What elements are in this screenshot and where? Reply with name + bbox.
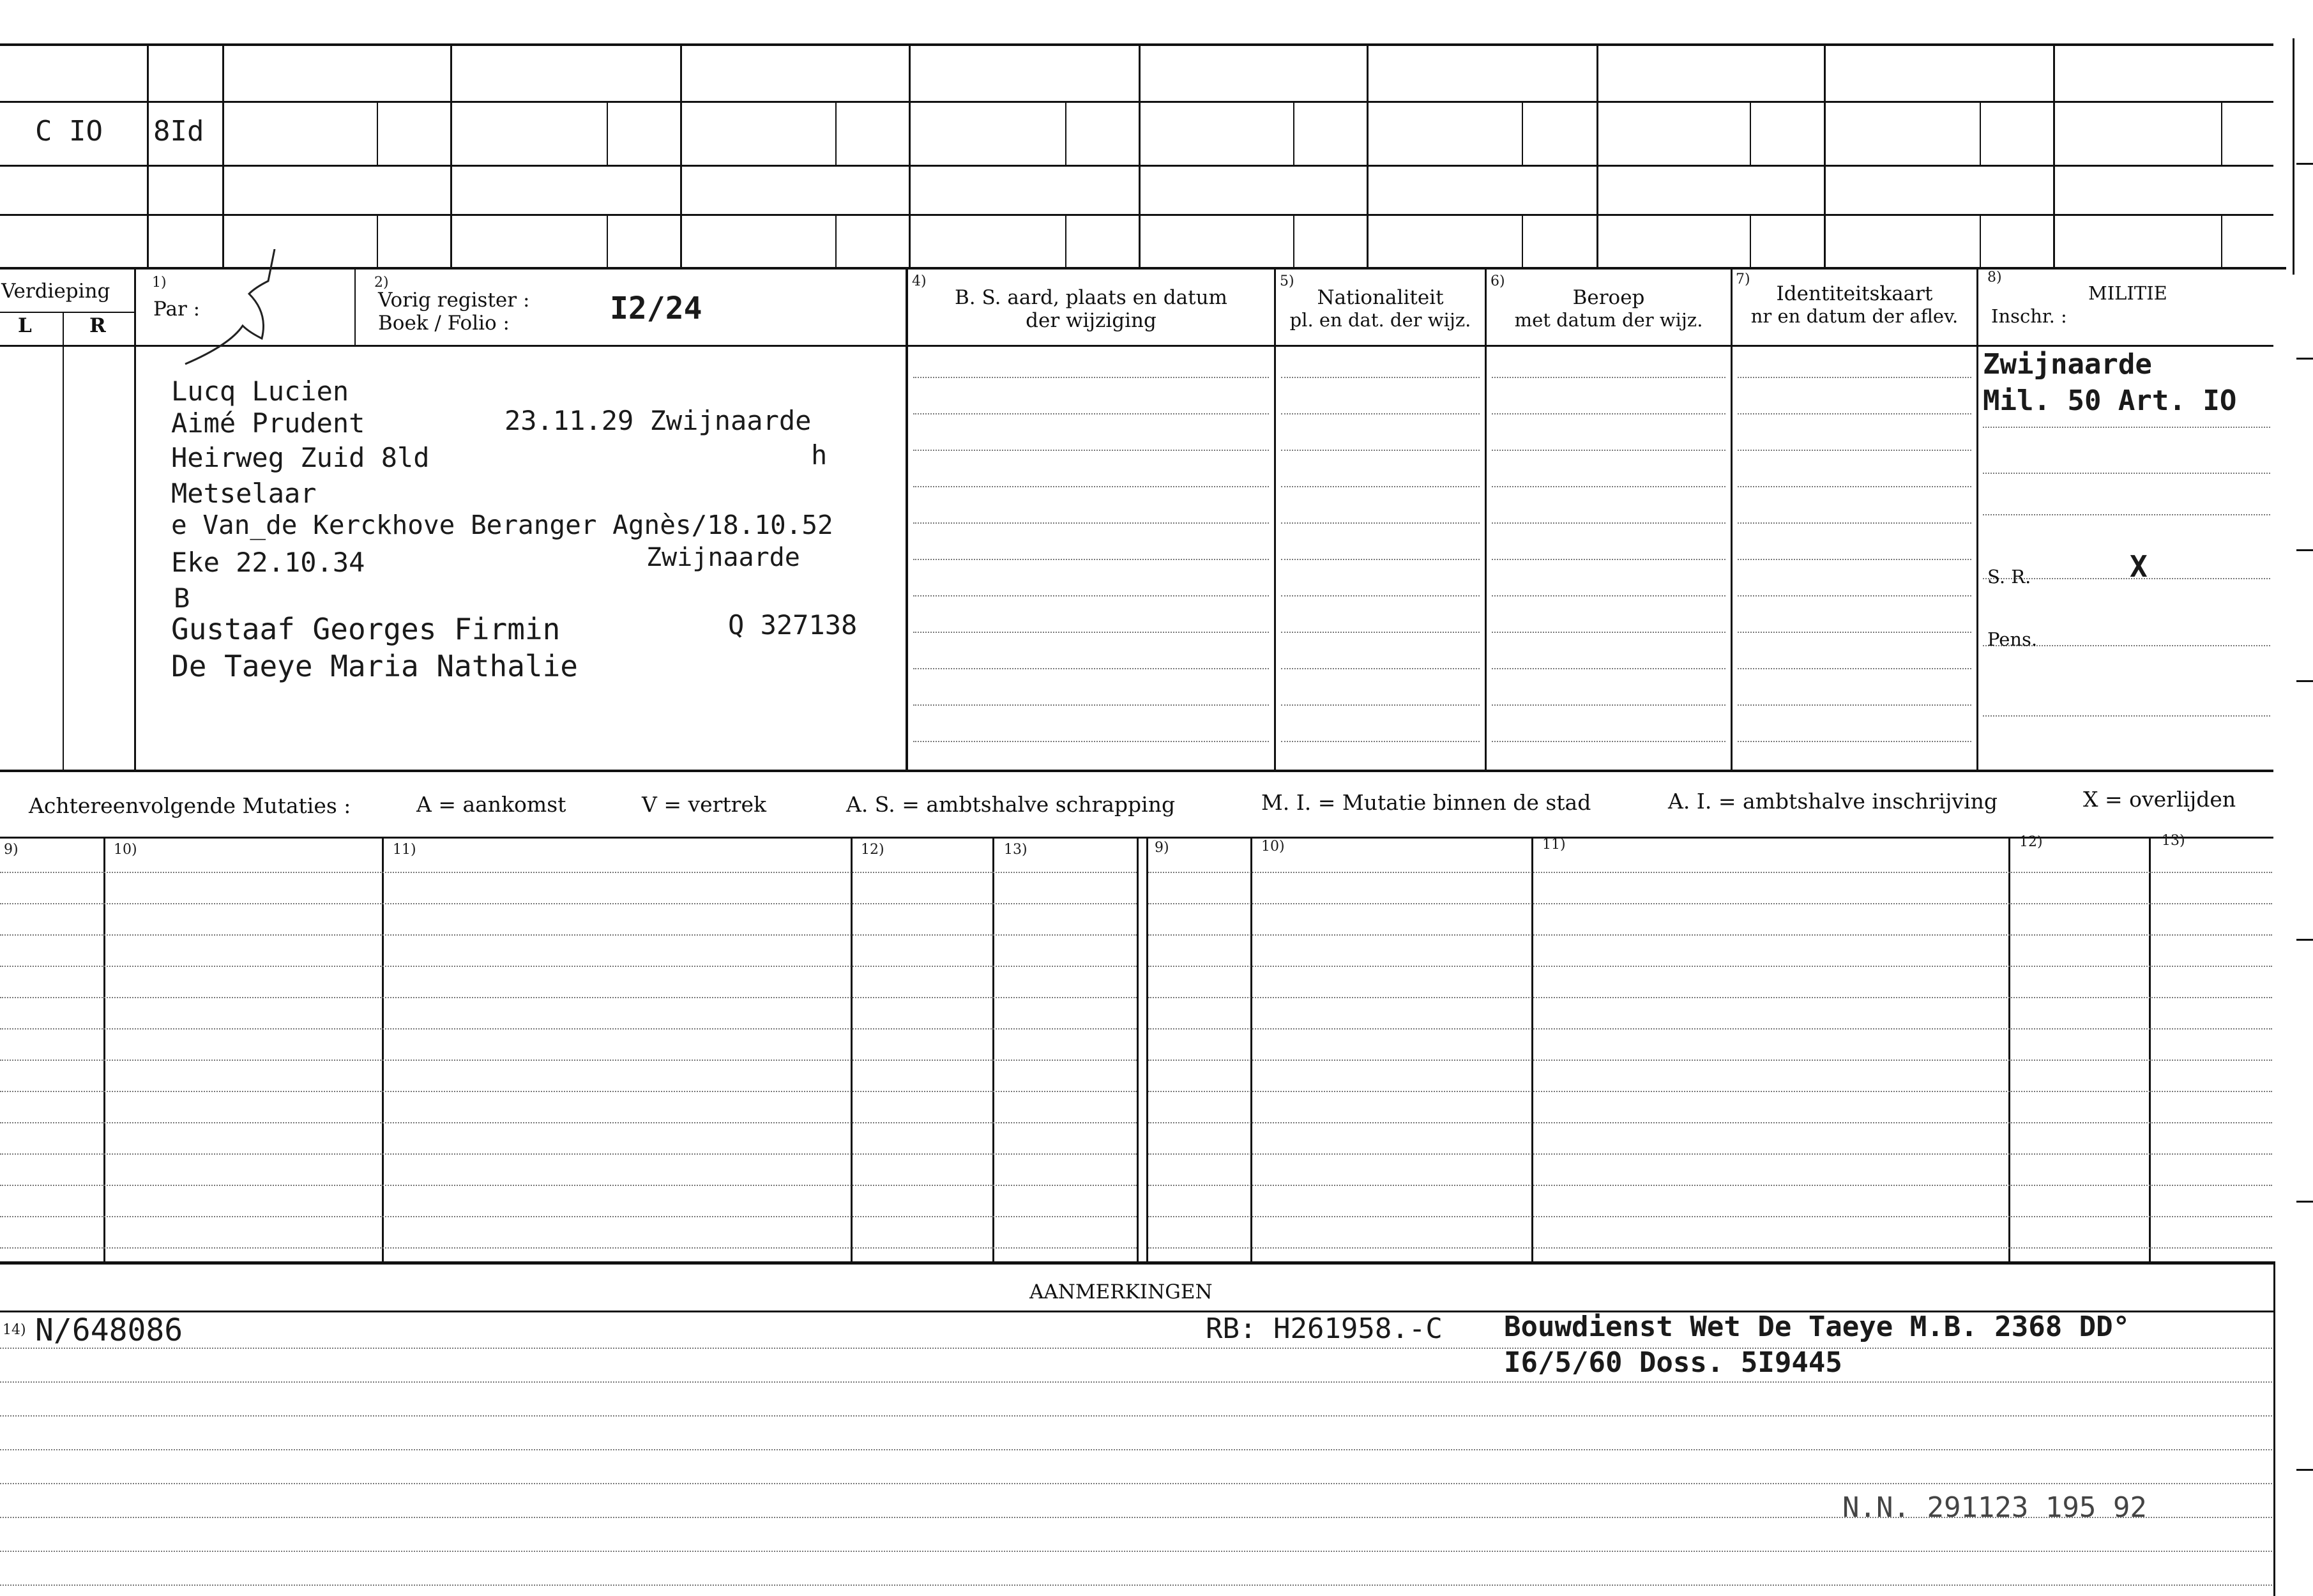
ruled-line: [0, 1122, 1137, 1123]
ruled-line: [1738, 522, 1971, 524]
ruled-line: [1983, 473, 2270, 474]
beroep-header-line2: met datum der wijz.: [1514, 309, 1703, 331]
ruled-line: [1738, 632, 1971, 633]
section-code: C IO: [35, 115, 103, 148]
field-number-4: 4): [912, 273, 927, 289]
ruled-line: [913, 668, 1269, 669]
ruled-line: [0, 1449, 2272, 1450]
ruled-line: [913, 741, 1269, 742]
ruled-line: [1492, 595, 1725, 597]
ruled-line: [1281, 668, 1480, 669]
mut-left-col-11: 11): [393, 842, 416, 858]
ruled-line: [913, 413, 1269, 414]
ruled-line: [0, 1483, 2272, 1484]
ruled-line: [0, 997, 1137, 998]
person-line-7: B: [174, 582, 190, 614]
ruled-line: [1281, 413, 1480, 414]
ruled-line: [1281, 704, 1480, 706]
ruled-line: [1492, 377, 1725, 378]
house-code: 8Id: [153, 115, 204, 148]
ruled-line: [1738, 741, 1971, 742]
person-address: Heirweg Zuid 8ld: [171, 442, 430, 473]
mut-left-col-10: 10): [114, 842, 137, 858]
ruled-line: [1148, 1091, 2272, 1092]
ruled-line: [1738, 559, 1971, 560]
militie-place: Zwijnaarde: [1983, 348, 2152, 381]
ruled-line: [0, 903, 1137, 904]
ruled-line: [1738, 668, 1971, 669]
ruled-line: [0, 1216, 1137, 1217]
verdieping-label: Verdieping: [1, 280, 110, 303]
person-spouse: e Van_de Kerckhove Beranger Agnès/18.10.52: [171, 510, 833, 540]
ruled-line: [913, 486, 1269, 487]
ruled-line: [1738, 377, 1971, 378]
ruled-line: [1148, 1028, 2272, 1030]
ruled-line: [913, 377, 1269, 378]
l-label: L: [18, 314, 32, 337]
field-number-1: 1): [152, 275, 167, 291]
ruled-line: [1492, 522, 1725, 524]
ruled-line: [1148, 934, 2272, 936]
ruled-line: [1281, 632, 1480, 633]
ruled-line: [1281, 377, 1480, 378]
ruled-line: [0, 872, 1137, 873]
field-number-5: 5): [1280, 273, 1294, 289]
person-address-extra: h: [811, 439, 828, 471]
bs-header-line2: der wijziging: [1026, 309, 1156, 332]
ruled-line: [0, 1551, 2272, 1552]
person-birth: 23.11.29 Zwijnaarde: [504, 405, 812, 436]
ruled-line: [1148, 1185, 2272, 1186]
militie-label: MILITIE: [2088, 282, 2167, 304]
ruled-line: [1492, 704, 1725, 706]
vorig-register-label: Vorig register :: [378, 289, 530, 312]
ruled-line: [1281, 559, 1480, 560]
remarks-rb: RB: H261958.-C: [1206, 1312, 1443, 1345]
militie-mil: Mil. 50 Art. IO: [1983, 384, 2237, 417]
par-signature-mark: [179, 249, 294, 377]
mut-right-col-11: 11): [1542, 837, 1566, 853]
ruled-line: [0, 1091, 1137, 1092]
ruled-line: [1148, 1247, 2272, 1249]
ruled-line: [1281, 450, 1480, 451]
ruled-line: [913, 559, 1269, 560]
ruled-line: [913, 704, 1269, 706]
pens-label: Pens.: [1987, 628, 2038, 650]
ruled-line: [1492, 413, 1725, 414]
field-number-7: 7): [1736, 271, 1750, 287]
mut-right-col-9: 9): [1155, 840, 1169, 856]
ruled-line: [0, 1381, 2272, 1383]
ruled-line: [0, 1028, 1137, 1030]
ruled-line: [1738, 486, 1971, 487]
ruled-line: [1738, 413, 1971, 414]
mut-right-col-13: 13): [2162, 833, 2185, 849]
ruled-line: [913, 595, 1269, 597]
ruled-line: [1148, 1122, 2272, 1123]
ruled-line: [1983, 715, 2270, 717]
boek-folio-label: Boek / Folio :: [378, 312, 510, 335]
field-number-14: 14): [3, 1322, 26, 1338]
mut-left-col-9: 9): [4, 842, 19, 858]
identiteit-header-line1: Identiteitskaart: [1776, 282, 1933, 305]
ruled-line: [0, 1060, 1137, 1061]
person-mother-name: De Taeye Maria Nathalie: [171, 649, 578, 683]
ruled-line: [1492, 486, 1725, 487]
ruled-line: [913, 522, 1269, 524]
legend-ai: A. I. = ambtshalve inschrijving: [1668, 789, 1998, 814]
ruled-line: [0, 1348, 2272, 1349]
ruled-line: [1492, 632, 1725, 633]
person-child-name: Gustaaf Georges Firmin: [171, 612, 561, 646]
sr-label: S. R.: [1987, 566, 2031, 588]
remarks-nn: N.N. 291123 195 92: [1842, 1491, 2147, 1524]
beroep-header-line1: Beroep: [1572, 286, 1645, 309]
ruled-line: [1148, 966, 2272, 967]
mut-right-col-12: 12): [2019, 834, 2043, 850]
mut-left-col-12: 12): [861, 842, 884, 858]
person-child-code: Q 327138: [728, 609, 858, 641]
ruled-line: [1281, 486, 1480, 487]
ruled-line: [1148, 1153, 2272, 1155]
aanmerkingen-title: AANMERKINGEN: [1029, 1281, 1213, 1303]
person-line-2-name: Aimé Prudent: [171, 407, 365, 439]
person-place-date: Eke 22.10.34: [171, 547, 365, 578]
r-label: R: [89, 314, 106, 337]
field-number-2: 2): [374, 275, 389, 291]
legend-mi: M. I. = Mutatie binnen de stad: [1261, 790, 1591, 815]
ruled-line: [1148, 1060, 2272, 1061]
person-place-2: Zwijnaarde: [646, 543, 800, 572]
ruled-line: [1492, 450, 1725, 451]
ruled-line: [0, 1185, 1137, 1186]
ruled-line: [0, 1153, 1137, 1155]
ruled-line: [1148, 872, 2272, 873]
inschr-label: Inschr. :: [1991, 305, 2067, 327]
ruled-line: [0, 1415, 2272, 1417]
field-number-8: 8): [1987, 270, 2002, 285]
ruled-line: [1281, 741, 1480, 742]
ruled-line: [0, 1247, 1137, 1249]
remarks-line-1: Bouwdienst Wet De Taeye M.B. 2368 DD°: [1504, 1311, 2130, 1343]
remarks-line-2: I6/5/60 Doss. 5I9445: [1504, 1346, 1842, 1379]
mut-left-col-13: 13): [1004, 842, 1028, 858]
ruled-line: [0, 966, 1137, 967]
person-profession: Metselaar: [171, 478, 317, 509]
mutaties-title: Achtereenvolgende Mutaties :: [29, 793, 351, 818]
legend-as: A. S. = ambtshalve schrapping: [846, 792, 1176, 817]
nationaliteit-header-line2: pl. en dat. der wijz.: [1289, 309, 1471, 331]
ruled-line: [1281, 595, 1480, 597]
ruled-line: [1492, 741, 1725, 742]
sr-value: X: [2130, 549, 2148, 584]
ruled-line: [1738, 595, 1971, 597]
remarks-number: N/648086: [35, 1312, 183, 1348]
field-number-6: 6): [1490, 273, 1505, 289]
ruled-line: [0, 1585, 2272, 1586]
ruled-line: [1738, 450, 1971, 451]
legend-a: A = aankomst: [416, 792, 566, 817]
ruled-line: [1148, 997, 2272, 998]
bs-header-line1: B. S. aard, plaats en datum: [955, 286, 1227, 309]
identiteit-header-line2: nr en datum der aflev.: [1750, 305, 1959, 327]
ruled-line: [0, 934, 1137, 936]
ruled-line: [1148, 903, 2272, 904]
par-label: Par :: [153, 298, 201, 321]
ruled-line: [1281, 522, 1480, 524]
ruled-line: [1983, 514, 2270, 515]
legend-v: V = vertrek: [642, 792, 766, 817]
ruled-line: [1983, 427, 2270, 428]
legend-x: X = overlijden: [2083, 787, 2236, 812]
nationaliteit-header-line1: Nationaliteit: [1317, 286, 1444, 309]
ruled-line: [1148, 1216, 2272, 1217]
ruled-line: [1492, 559, 1725, 560]
register-value: I2/24: [610, 291, 702, 326]
ruled-line: [1492, 668, 1725, 669]
ruled-line: [1738, 704, 1971, 706]
ruled-line: [913, 632, 1269, 633]
ruled-line: [913, 450, 1269, 451]
mut-right-col-10: 10): [1261, 839, 1285, 855]
person-line-1: Lucq Lucien: [171, 376, 349, 407]
